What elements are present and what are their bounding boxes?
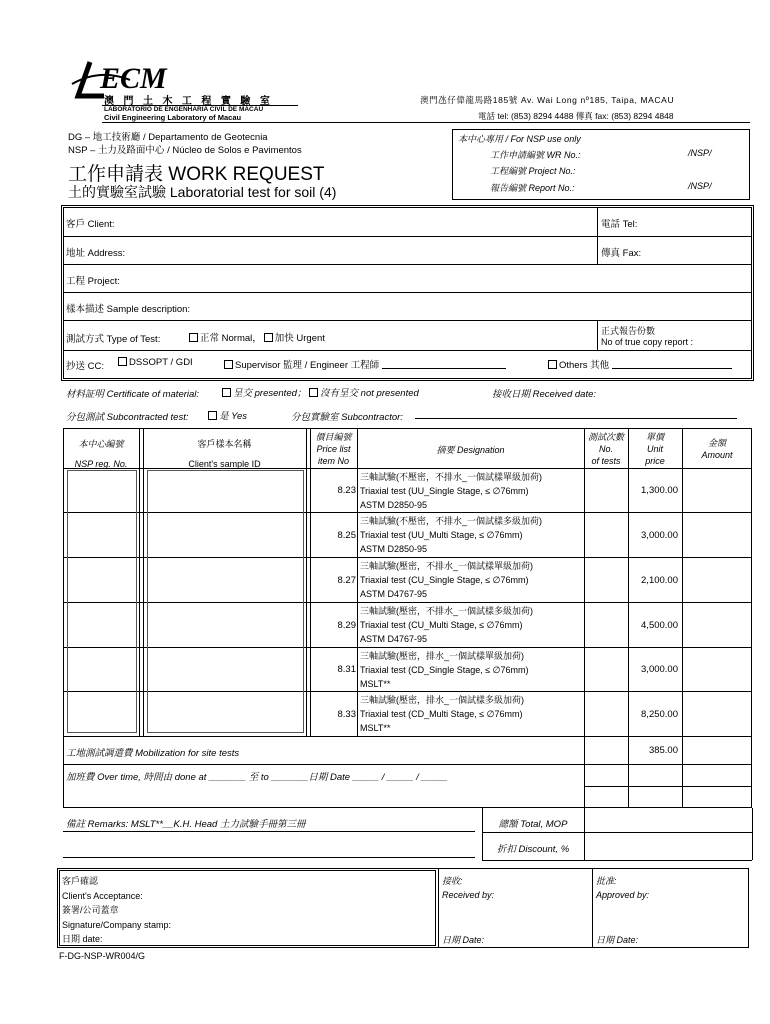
form-code: F-DG-NSP-WR004/G [59, 951, 146, 961]
mobilization-price: 385.00 [648, 745, 678, 756]
cc-others-checkbox[interactable] [548, 360, 557, 369]
designation-cell: 三軸試驗(壓密，排水_一個試樣多級加荷) Triaxial test (CD_Multi Stage, ≤ ∅76mm) MSLT** [360, 695, 525, 733]
not-presented-label: 沒有呈交 not presented [320, 388, 419, 399]
report-no-label: 報告編號 Report No.: [490, 183, 575, 193]
address-field[interactable]: 地址 Address: [66, 248, 126, 259]
mobilization-label: 工地測試調遣費 Mobilization for site tests [66, 748, 240, 759]
subcontractor-label: 分包實驗室 Subcontractor: [291, 412, 403, 423]
th-designation: 摘要 Designation [436, 445, 505, 455]
price-item-code: 8.23 [337, 485, 356, 496]
price-item-code: 8.29 [337, 620, 356, 631]
tel-field[interactable]: 電話 Tel: [601, 219, 638, 230]
report-no-suffix: /NSP/ [688, 181, 712, 191]
cc-supervisor-label: Supervisor 監理 / Engineer 工程師 [235, 360, 380, 371]
unit-price-cell: 2,100.00 [641, 575, 678, 586]
normal-label: 正常 Normal， [200, 333, 262, 344]
designation-cell: 三軸試驗(不壓密，不排水_一個試樣多級加荷) Triaxial test (UU_Multi Stage, ≤ ∅76mm) ASTM D2850-95 [360, 516, 543, 554]
normal-checkbox[interactable] [189, 333, 198, 342]
nsp-reg-input-area[interactable] [67, 470, 137, 733]
unit-price-cell: 4,500.00 [641, 620, 678, 631]
lab-name-en: Civil Engineering Laboratory of Macau [104, 113, 242, 122]
price-item-code: 8.27 [337, 575, 356, 586]
unit-price-cell: 1,300.00 [641, 485, 678, 496]
client-acceptance-text: 客戶確認 Client's Acceptance: 簽署/公司蓋章 Signature/Company stamp: 日期 date: [62, 876, 172, 945]
subcontract-yes-checkbox[interactable] [208, 411, 217, 420]
price-item-code: 8.25 [337, 530, 356, 541]
dept-nsp: NSP – 土力及路面中心 / Núcleo de Solos e Pavimentos [68, 145, 302, 156]
sample-description-field[interactable]: 樣本描述 Sample description: [66, 304, 191, 315]
subcontracted-label: 分包測試 Subcontracted test: [66, 412, 189, 423]
client-field[interactable]: 客戶 Client: [66, 219, 115, 230]
approved-date[interactable]: 日期 Date: [596, 935, 639, 945]
form-title: 工作申請表 WORK REQUEST [68, 164, 325, 185]
fax-field[interactable]: 傳真 Fax: [601, 248, 642, 259]
subcontract-yes-label: 是 Yes [219, 411, 247, 422]
cc-dssopt-checkbox[interactable] [118, 357, 127, 366]
designation-cell: 三軸試驗(壓密，不排水_一個試樣多級加荷) Triaxial test (CU_Multi Stage, ≤ ∅76mm) ASTM D4767-95 [360, 606, 534, 644]
wr-no-label: 工作申請編號 WR No.: [490, 150, 581, 160]
project-no-label: 工程編號 Project No.: [490, 166, 576, 176]
received-date[interactable]: 日期 Date: [442, 935, 485, 945]
wr-no-suffix: /NSP/ [688, 148, 712, 158]
designation-cell: 三軸試驗(壓密，不排水_一個試樣單級加荷) Triaxial test (CU_Single Stage, ≤ ∅76mm) ASTM D4767-95 [360, 561, 534, 599]
form-subtitle: 土的實驗室試驗 Laboratorial test for soil (4) [68, 184, 337, 200]
lab-address: 澳門氹仔偉龍馬路185號 Av. Wai Long nº185, Taipa, MACAU [420, 95, 675, 105]
true-copy-label-zh: 正式報告份數 [601, 326, 656, 336]
cc-others-label: Others 其他 [559, 360, 610, 371]
total-label: 總額 Total, MOP [498, 819, 568, 830]
lab-name-zh: 澳 門 土 木 工 程 實 驗 室 [104, 96, 273, 107]
client-info-box [63, 207, 752, 379]
received-date-label[interactable]: 接收日期 Received date: [492, 389, 597, 400]
th-unit-price: 單價 Unit price [645, 432, 665, 466]
cc-supervisor-blank[interactable] [382, 368, 506, 369]
client-sample-input-area[interactable] [147, 470, 304, 733]
true-copy-label-en[interactable]: No of true copy report : [601, 337, 694, 347]
approved-by[interactable]: 批准: Approved by: [596, 876, 650, 900]
certificate-label: 材料証明 Certificate of material: [66, 389, 200, 400]
received-by[interactable]: 接收: Received by: [442, 876, 495, 900]
presented-label: 呈交 presented； [233, 388, 307, 399]
price-item-code: 8.33 [337, 709, 356, 720]
nsp-box-heading: 本中心專用 / For NSP use only [458, 134, 581, 144]
th-price-list: 價目編號 Price list item No [315, 432, 352, 466]
cc-dssopt-label: DSSOPT / GDI [129, 357, 193, 368]
dept-dg: DG – 地工技術廳 / Departamento de Geotecnia [68, 132, 268, 143]
lab-contact: 電話 tel: (853) 8294 4488 傳真 fax: (853) 8294 4848 [478, 111, 674, 121]
th-amount: 金額 Amount [701, 438, 733, 460]
designation-cell: 三軸試驗(不壓密，不排水_一個試樣單級加荷) Triaxial test (UU_Single Stage, ≤ ∅76mm) ASTM D2850-95 [360, 472, 543, 510]
th-nsp-reg: 本中心編號 NSP reg. No. [74, 439, 128, 469]
presented-checkbox[interactable] [222, 388, 231, 397]
designation-cell: 三軸試驗(壓密，排水_一個試樣單級加荷) Triaxial test (CD_Single Stage, ≤ ∅76mm) MSLT** [360, 651, 529, 689]
cc-supervisor-checkbox[interactable] [224, 360, 233, 369]
cc-others-blank[interactable] [612, 368, 732, 369]
not-presented-checkbox[interactable] [309, 388, 318, 397]
overtime-label[interactable]: 加班費 Over time, 時間由 done at _______ 至 to _______日期 Date _____ / _____ / _____ [66, 772, 448, 783]
remarks-label: 備註 Remarks: MSLT**__K.H. Head 土力試驗手冊第三冊 [66, 819, 306, 830]
unit-price-cell: 3,000.00 [641, 530, 678, 541]
unit-price-cell: 8,250.00 [641, 709, 678, 720]
discount-label: 折扣 Discount, % [496, 844, 570, 855]
subcontractor-blank[interactable] [415, 418, 737, 419]
cc-label: 抄送 CC: [66, 361, 105, 372]
th-no-of-tests: 測試次數 No. of tests [587, 432, 624, 466]
type-of-test-label: 測試方式 Type of Test: [66, 334, 161, 345]
price-item-code: 8.31 [337, 664, 356, 675]
svg-text:ECM: ECM [100, 62, 167, 95]
lab-name-pt: LABORATÓRIO DE ENGENHARIA CIVIL DE MACAU [104, 106, 264, 113]
project-field[interactable]: 工程 Project: [66, 276, 120, 287]
unit-price-cell: 3,000.00 [641, 664, 678, 675]
th-client-sample: 客戶樣本名稱 Client's sample ID [188, 439, 261, 469]
urgent-checkbox[interactable] [264, 333, 273, 342]
urgent-label: 加快 Urgent [274, 333, 325, 344]
